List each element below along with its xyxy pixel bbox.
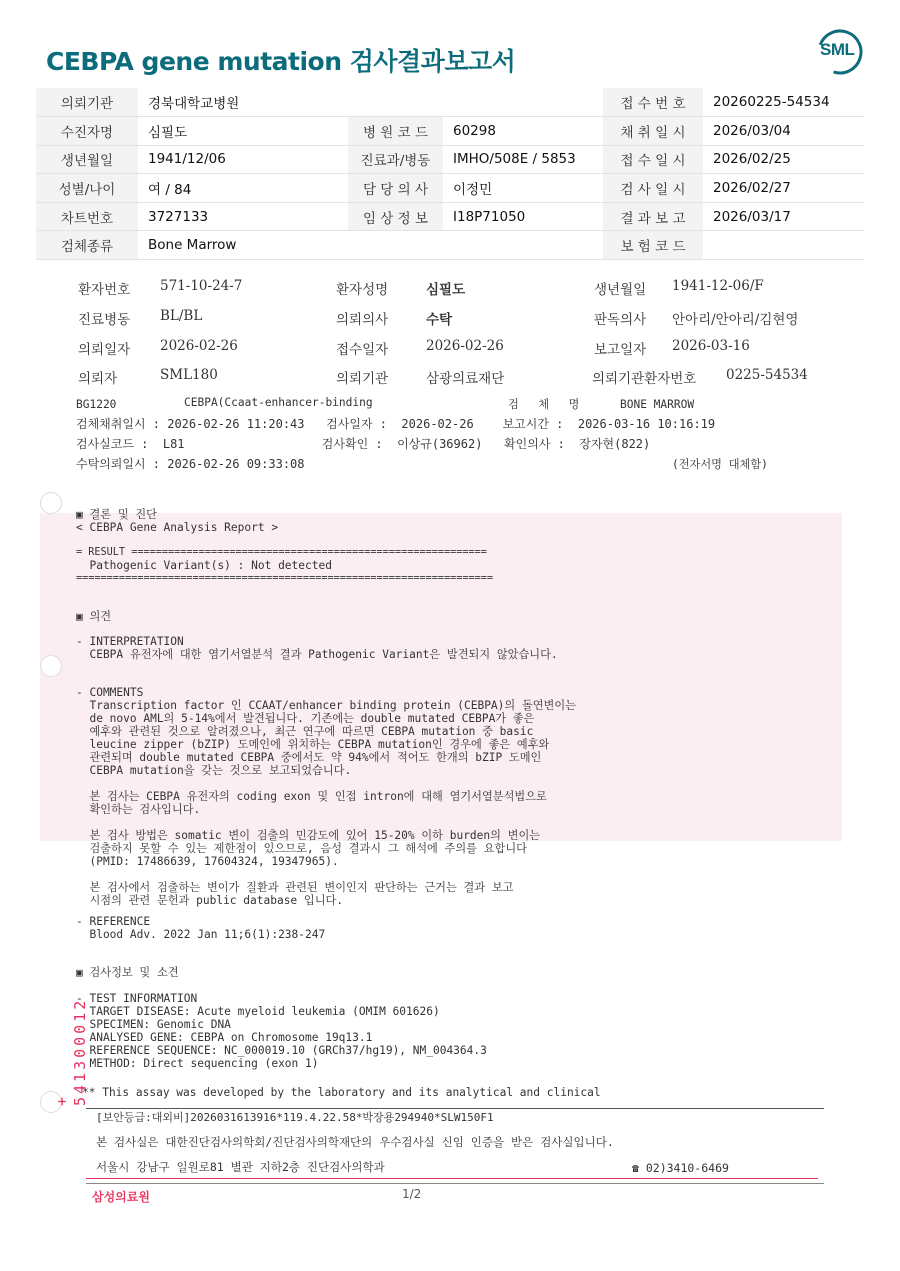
result-end: ==================================================================== bbox=[76, 573, 494, 584]
footer-pink-line bbox=[86, 1178, 818, 1179]
header-row bbox=[36, 88, 864, 117]
patient-value: 수탁 bbox=[426, 312, 453, 328]
logo-text: SML bbox=[820, 40, 855, 59]
patient-label: 의뢰일자 bbox=[78, 342, 131, 358]
header-label: 생년월일 bbox=[36, 145, 138, 174]
header-label: 차트번호 bbox=[36, 202, 138, 231]
info-line: METHOD: Direct sequencing (exon 1) bbox=[76, 1057, 319, 1070]
test-name: CEBPA(Ccaat-enhancer-binding bbox=[184, 396, 373, 409]
header-row bbox=[36, 145, 864, 174]
header-value: I18P71050 bbox=[443, 202, 603, 231]
info-line: - TEST INFORMATION bbox=[76, 992, 198, 1005]
header-label: 접 수 번 호 bbox=[603, 88, 703, 117]
comment-line: CEBPA mutation을 갖는 것으로 보고되었습니다. bbox=[76, 764, 352, 777]
header-value: 심필도 bbox=[138, 117, 348, 146]
interp-head: - INTERPRETATION bbox=[76, 635, 184, 648]
patient-value: 0225-54534 bbox=[726, 367, 808, 383]
header-value: 3727133 bbox=[138, 202, 348, 231]
header-value: 여 / 84 bbox=[138, 174, 348, 203]
header-row bbox=[36, 174, 864, 203]
patient-label: 판독의사 bbox=[594, 312, 647, 328]
footer-rule bbox=[86, 1108, 824, 1109]
result-value: Pathogenic Variant(s) : Not detected bbox=[76, 559, 332, 572]
info-line: ** This assay was developed by the laboratory and its analytical and clinical bbox=[82, 1086, 601, 1099]
patient-label: 의뢰기관 bbox=[336, 371, 389, 387]
specimen-value: BONE MARROW bbox=[620, 398, 695, 411]
report-title: CEBPA gene mutation 검사결과보고서 bbox=[46, 47, 516, 76]
patient-value: 2026-03-16 bbox=[672, 338, 750, 354]
info-title: ▣ 검사정보 및 소견 bbox=[76, 966, 179, 979]
info-line: SPECIMEN: Genomic DNA bbox=[76, 1018, 231, 1031]
meta-line-1: 검체채취일시 : 2026-02-26 11:20:43 검사일자 : 2026-02-26 보고시간 : 2026-03-16 10:16:19 bbox=[76, 417, 716, 431]
patient-label: 의뢰기관환자번호 bbox=[592, 371, 697, 387]
page-number: 1/2 bbox=[402, 1187, 422, 1201]
cert-line: 본 검사실은 대한진단검사의학회/진단검사의학재단의 우수검사실 신임 인증을 받은 검사실입니다. bbox=[96, 1135, 614, 1149]
header-label: 병 원 코 드 bbox=[348, 117, 443, 146]
header-label: 의뢰기관 bbox=[36, 88, 138, 117]
info-line: REFERENCE SEQUENCE: NC_000019.10 (GRCh37/hg19), NM_004364.3 bbox=[76, 1044, 487, 1057]
header-label: 보 험 코 드 bbox=[603, 231, 703, 260]
header-label: 채 취 일 시 bbox=[603, 117, 703, 146]
comment-line: 본 검사 방법은 somatic 변이 검출의 민감도에 있어 15-20% 이하 burden의 변이는 bbox=[76, 829, 541, 842]
info-line: TARGET DISEASE: Acute myeloid leukemia (OMIM 601626) bbox=[76, 1005, 440, 1018]
comment-line: Transcription factor 인 CCAAT/enhancer binding protein (CEBPA)의 돌연변이는 bbox=[76, 699, 576, 712]
test-code: BG1220 bbox=[76, 398, 117, 411]
comment-line: 예후와 관련된 것으로 알려졌으나, 최근 연구에 따르면 CEBPA mutation 중 basic bbox=[76, 725, 534, 738]
patient-value: 2026-02-26 bbox=[160, 338, 238, 354]
info-line: ANALYSED GENE: CEBPA on Chromosome 19q13.1 bbox=[76, 1031, 373, 1044]
header-value: 이정민 bbox=[443, 174, 603, 203]
report-subtitle: < CEBPA Gene Analysis Report > bbox=[76, 521, 279, 534]
barcode-number: + 541300012 bbox=[53, 997, 89, 1106]
header-value bbox=[443, 88, 603, 117]
patient-value: 2026-02-26 bbox=[426, 338, 504, 354]
header-label: 검 사 일 시 bbox=[603, 174, 703, 203]
header-value: 20260225-54534 bbox=[703, 88, 864, 117]
patient-label: 환자성명 bbox=[336, 282, 389, 298]
address: 서울시 강남구 일원로81 별관 지하2층 진단검사의학과 bbox=[96, 1160, 385, 1174]
comment-line: 본 검사는 CEBPA 유전자의 coding exon 및 인접 intron에 대해 염기서열분석법으로 bbox=[76, 790, 547, 803]
comments-head: - COMMENTS bbox=[76, 686, 144, 699]
header-label bbox=[348, 231, 443, 260]
conclusion-title: ▣ 결론 및 진단 bbox=[76, 508, 157, 521]
header-value bbox=[703, 231, 864, 260]
patient-value: 1941-12-06/F bbox=[672, 278, 764, 294]
comment-line: 본 검사에서 검출하는 변이가 질환과 관련된 변이인지 판단하는 근거는 결과 보고 bbox=[76, 881, 514, 894]
patient-value: 571-10-24-7 bbox=[160, 278, 243, 294]
comment-line: (PMID: 17486639, 17604324, 19347965). bbox=[76, 855, 339, 868]
esign-note: (전자서명 대체함) bbox=[672, 458, 768, 471]
comment-line: 관련되며 double mutated CEBPA 중에서도 약 94%에서 적어도 한개의 bZIP 도메인 bbox=[76, 751, 542, 764]
patient-label: 진료병동 bbox=[78, 312, 131, 328]
specimen-label: 검 체 명 bbox=[508, 398, 582, 411]
header-value: 2026/03/04 bbox=[703, 117, 864, 146]
meta-line-2: 검사실코드 : L81 검사확인 : 이상규(36962) 확인의사 : 장자현(822) bbox=[76, 437, 651, 451]
patient-label: 환자번호 bbox=[78, 282, 131, 298]
patient-value: 안아리/안아리/김현영 bbox=[672, 312, 799, 328]
header-value: 60298 bbox=[443, 117, 603, 146]
header-label: 진료과/병동 bbox=[348, 145, 443, 174]
security-line: [보안등급:대외비]2026031613916*119.4.22.58*박장용294940*SLW150F1 bbox=[96, 1111, 494, 1124]
header-label: 담 당 의 사 bbox=[348, 174, 443, 203]
header-label: 결 과 보 고 bbox=[603, 202, 703, 231]
header-value: 2026/03/17 bbox=[703, 202, 864, 231]
patient-value: BL/BL bbox=[160, 308, 203, 324]
hospital-name: 삼성의료원 bbox=[92, 1190, 150, 1204]
comment-line: 확인하는 검사입니다. bbox=[76, 803, 201, 816]
header-label bbox=[348, 88, 443, 117]
patient-value: SML180 bbox=[160, 367, 218, 383]
patient-label: 보고일자 bbox=[594, 342, 647, 358]
header-row bbox=[36, 202, 864, 231]
footer-rule-2 bbox=[86, 1183, 824, 1184]
reference-text: Blood Adv. 2022 Jan 11;6(1):238-247 bbox=[76, 928, 326, 941]
header-value: IMHO/508E / 5853 bbox=[443, 145, 603, 174]
header-value: 1941/12/06 bbox=[138, 145, 348, 174]
reference-head: - REFERENCE bbox=[76, 915, 151, 928]
header-value: 경북대학교병원 bbox=[138, 88, 348, 117]
meta-line-3: 수탁의뢰일시 : 2026-02-26 09:33:08 bbox=[76, 457, 305, 471]
header-label: 수진자명 bbox=[36, 117, 138, 146]
comment-line: 검출하지 못할 수 있는 제한점이 있으므로, 음성 결과시 그 해석에 주의를 요합니다 bbox=[76, 842, 527, 855]
patient-label: 생년월일 bbox=[594, 282, 647, 298]
header-value: 2026/02/27 bbox=[703, 174, 864, 203]
header-label: 성별/나이 bbox=[36, 174, 138, 203]
header-label: 검체종류 bbox=[36, 231, 138, 260]
patient-label: 의뢰자 bbox=[78, 371, 118, 387]
header-row bbox=[36, 231, 864, 260]
patient-value: 심필도 bbox=[426, 282, 466, 298]
result-line: = RESULT ========================================================== bbox=[76, 547, 487, 558]
opinion-title: ▣ 의견 bbox=[76, 610, 112, 623]
header-info-table bbox=[36, 88, 864, 260]
comment-line: leucine zipper (bZIP) 도메인에 위치하는 CEBPA mutation인 경우에 좋은 예후와 bbox=[76, 738, 550, 751]
phone: ☎ 02)3410-6469 bbox=[632, 1161, 729, 1175]
punch-hole bbox=[40, 492, 62, 514]
comment-line: 시점의 관련 문헌과 public database 입니다. bbox=[76, 894, 344, 907]
header-label: 임 상 정 보 bbox=[348, 202, 443, 231]
patient-value: 삼광의료재단 bbox=[426, 371, 505, 387]
header-value bbox=[443, 231, 603, 260]
interp-text: CEBPA 유전자에 대한 염기서열분석 결과 Pathogenic Variant은 발견되지 않았습니다. bbox=[76, 648, 558, 661]
patient-label: 접수일자 bbox=[336, 342, 389, 358]
patient-label: 의뢰의사 bbox=[336, 312, 389, 328]
comment-line: de novo AML의 5-14%에서 발견됩니다. 기존에는 double mutated CEBPA가 좋은 bbox=[76, 712, 535, 725]
header-value: Bone Marrow bbox=[138, 231, 348, 260]
header-row bbox=[36, 117, 864, 146]
header-label: 접 수 일 시 bbox=[603, 145, 703, 174]
header-value: 2026/02/25 bbox=[703, 145, 864, 174]
punch-hole bbox=[40, 655, 62, 677]
